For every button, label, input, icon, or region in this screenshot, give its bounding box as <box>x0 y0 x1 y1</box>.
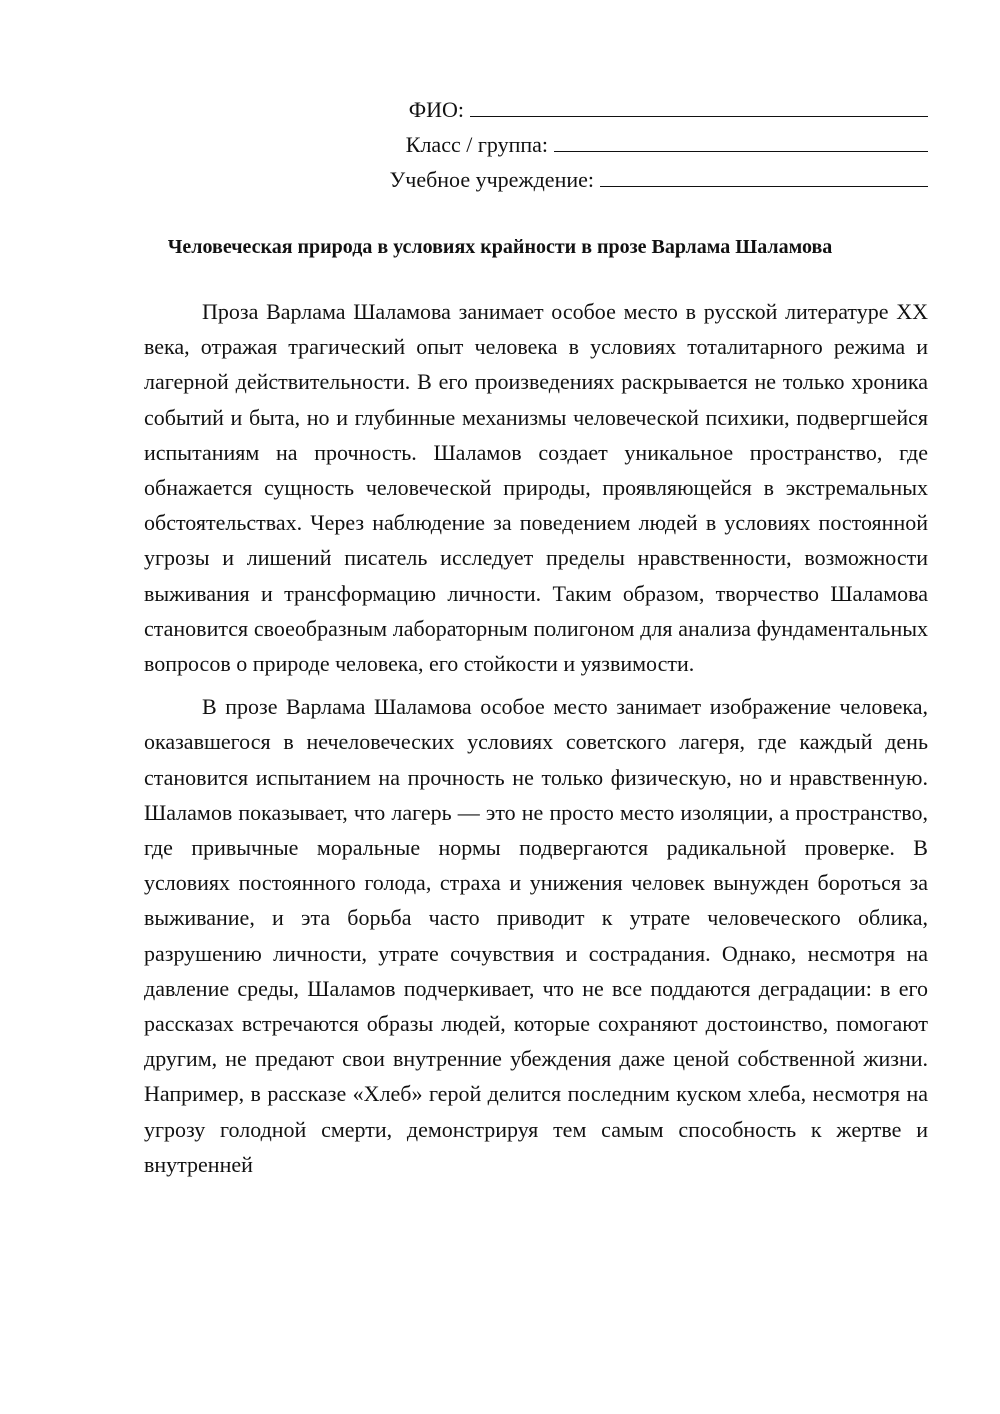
fio-line <box>328 92 928 127</box>
essay-body <box>144 294 928 1190</box>
fio-label: ФИО: <box>408 97 464 122</box>
essay-title: Человеческая природа в условиях крайности в прозе Варлама Шаламова <box>167 236 833 258</box>
class-label: Класс / группа: <box>405 132 548 157</box>
school-label: Учебное учреждение: <box>389 167 594 192</box>
class-blank <box>554 129 928 152</box>
student-info-block <box>328 92 928 197</box>
school-line <box>328 162 928 197</box>
paragraph-1: Проза Варлама Шаламова занимает особое место в русской литературе XX века, отражая трагический опыт человека в условиях тоталитарного режима и лагерной действительности. В его произведениях раскрывается не только хроника событий и быта, но и глубинные механизмы человеческой психики, подвергшейся испытаниям на прочность. Шаламов создает уникальное пространство, где обнажается сущность человеческой природы, проявляющейся в экстремальных обстоятельствах. Через наблюдение за поведением людей в условиях постоянной угрозы и лишений писатель исследует пределы нравственности, возможности выживания и трансформацию личности. Таким образом, творчество Шаламова становится своеобразным лабораторным полигоном для анализа фундаментальных вопросов о природе человека, его стойкости и уязвимости. <box>144 299 928 677</box>
school-blank <box>600 164 928 187</box>
paragraph-2: В прозе Варлама Шаламова особое место занимает изображение человека, оказавшегося в нечеловеческих условиях советского лагеря, где каждый день становится испытанием на прочность не только физическую, но и нравственную. Шаламов показывает, что лагерь — это не просто место изоляции, а пространство, где привычные моральные нормы подвергаются радикальной проверке. В условиях постоянного голода, страха и унижения человек вынужден бороться за выживание, и эта борьба часто приводит к утрате человеческого облика, разрушению личности, утрате сочувствия и сострадания. Однако, несмотря на давление среды, Шаламов подчеркивает, что не все поддаются деградации: в его рассказах встречаются образы людей, которые сохраняют достоинство, помогают другим, не предают свои внутренние убеждения даже ценой собственной жизни. Например, в рассказе «Хлеб» герой делится последним куском хлеба, несмотря на угрозу голодной смерти, демонстрируя тем самым способность к жертве и внутренней <box>144 694 928 1177</box>
class-line <box>328 127 928 162</box>
fio-blank <box>470 94 928 117</box>
